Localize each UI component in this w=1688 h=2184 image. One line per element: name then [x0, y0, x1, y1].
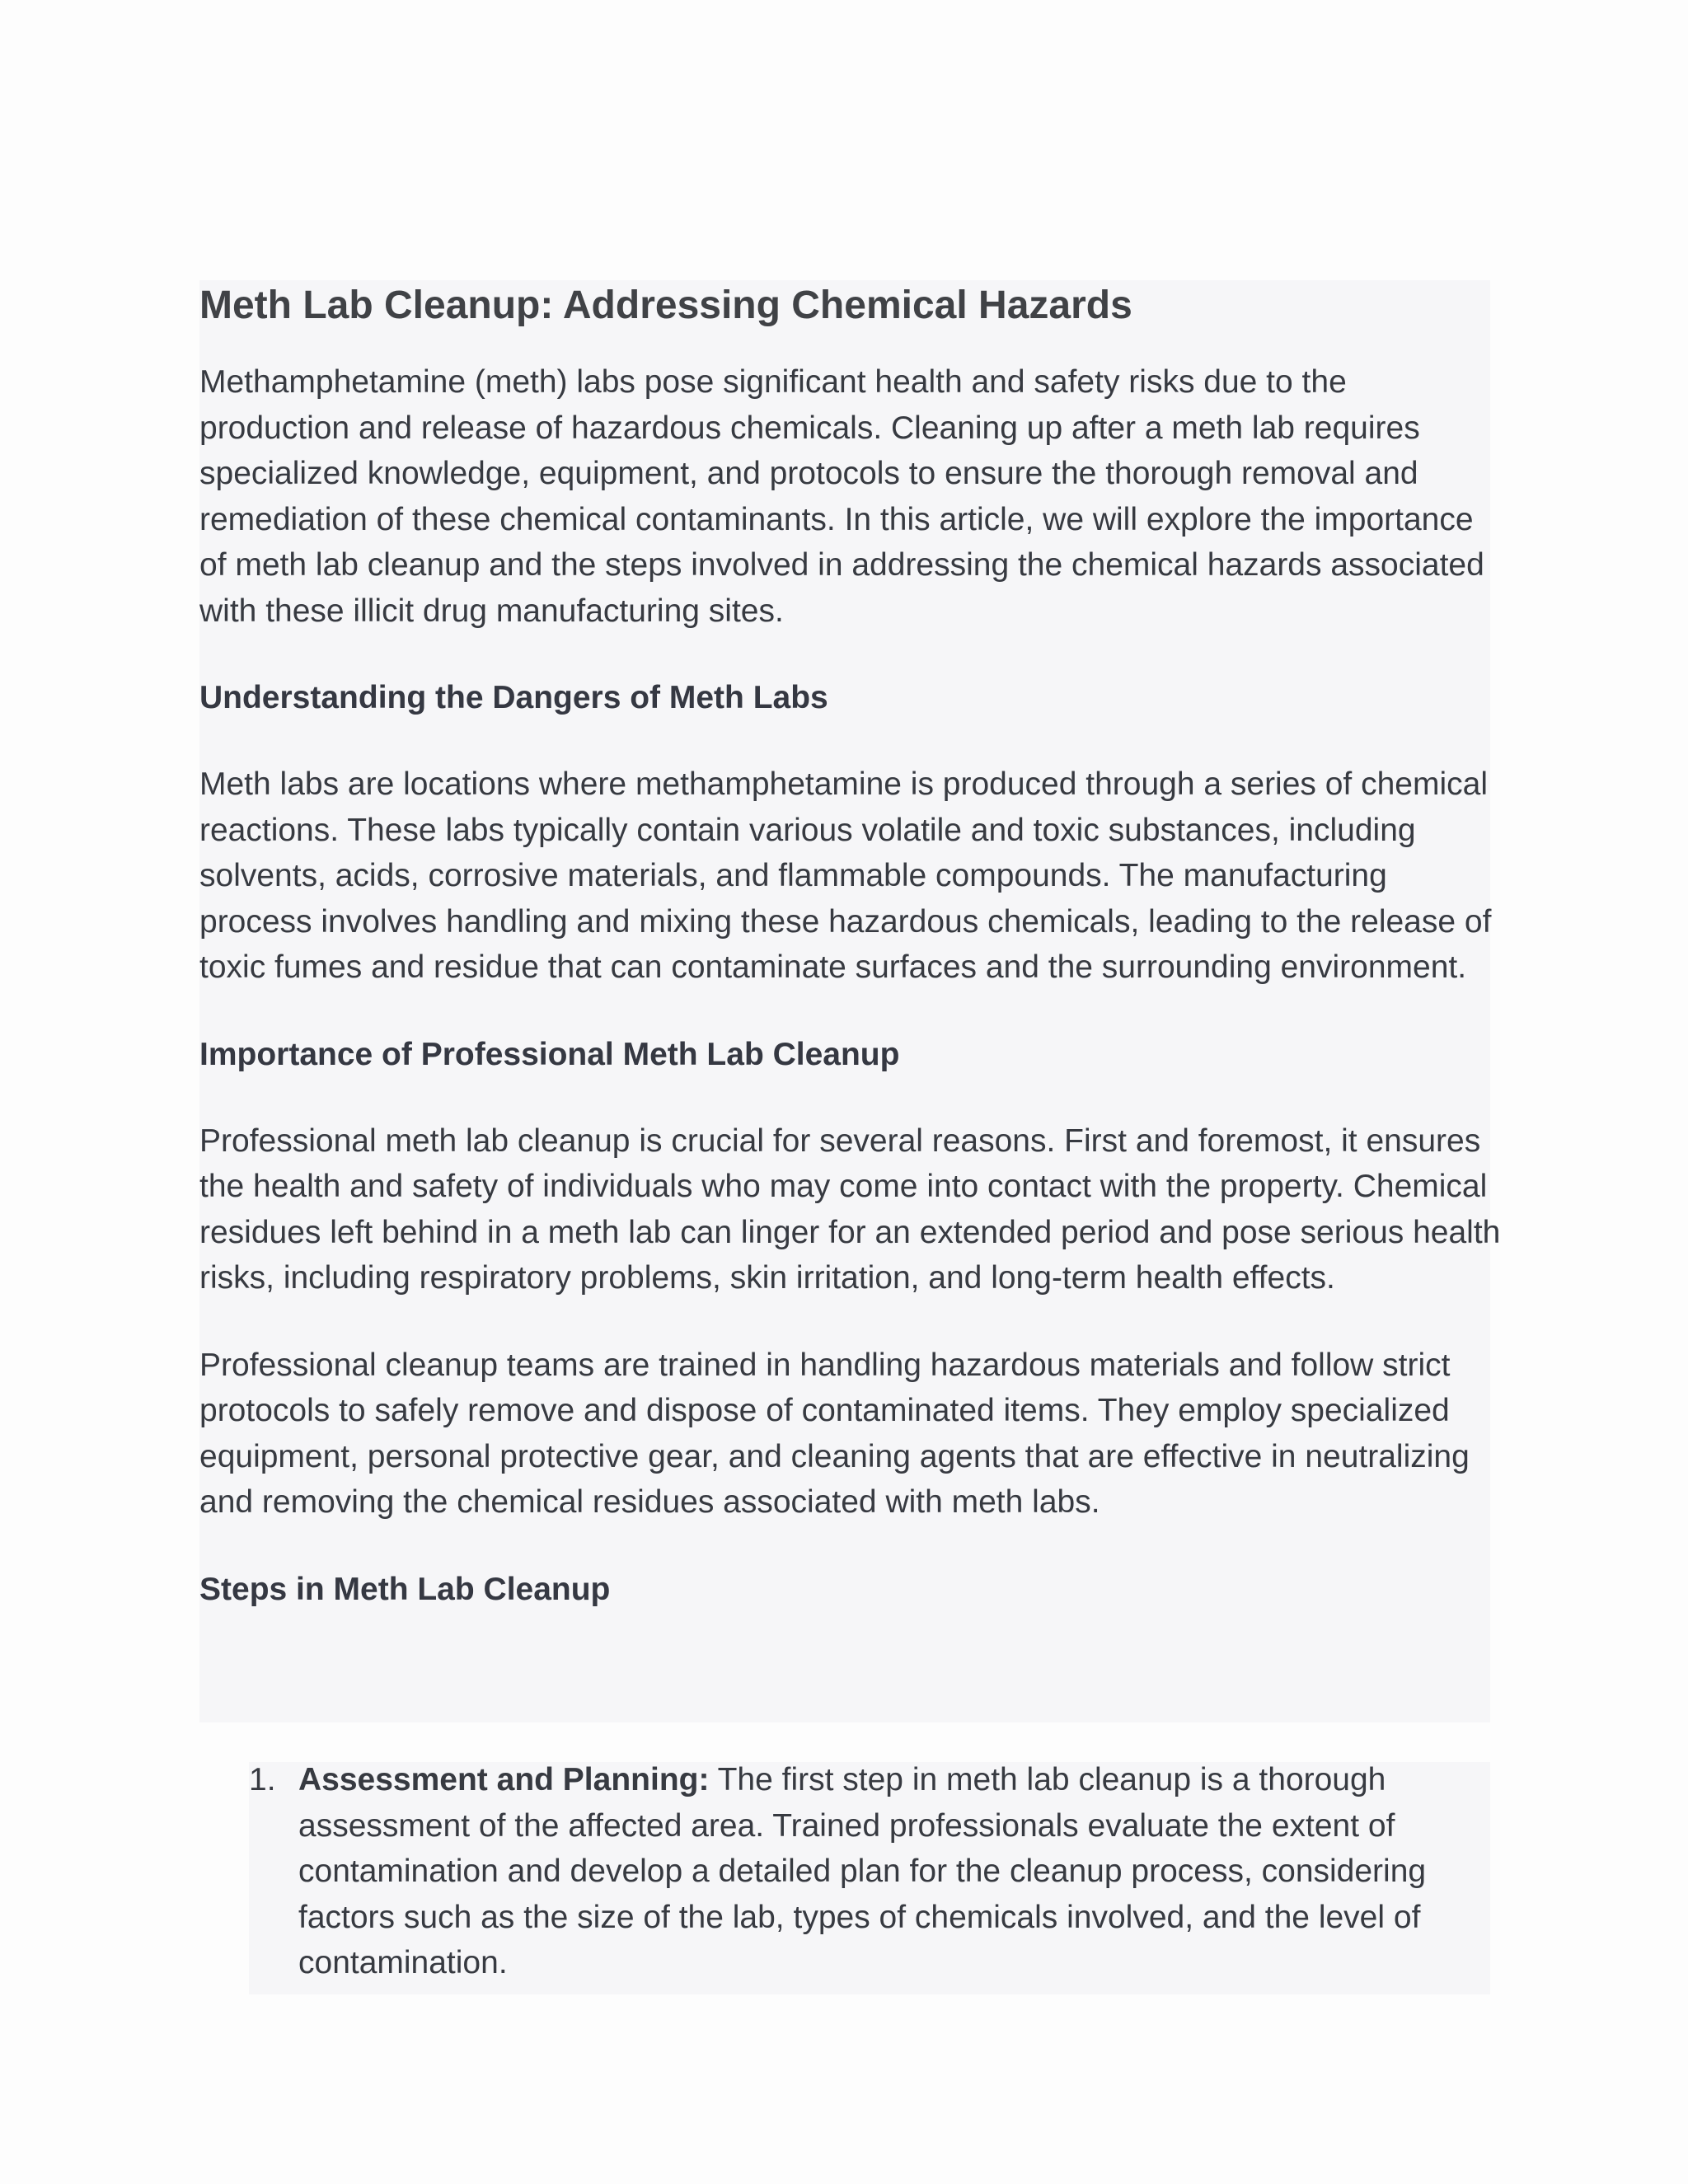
importance-paragraph-2: Professional cleanup teams are trained in handling hazardous materials and follow strict protocols to safely remove and dispose of contaminated items. They employ specialized equipment, personal protective gear, and cleaning agents that are effective in neutralizing and removing the chemical residues associated with meth labs. — [199, 1347, 1470, 1520]
step-number: 1. — [249, 1762, 276, 1797]
article-title: Meth Lab Cleanup: Addressing Chemical Hazards — [199, 284, 1132, 327]
section-heading-importance: Importance of Professional Meth Lab Cleanup — [199, 1036, 900, 1072]
importance-paragraph-1: Professional meth lab cleanup is crucial for several reasons. First and foremost, it ensures the health and safety of individuals who may come into contact with the property. Chemical residues left behind in a meth lab can linger for an extended period and pose serious health risks, including respiratory problems, skin irritation, and long-term health effects. — [199, 1122, 1501, 1296]
article-body — [199, 280, 1502, 1612]
intro-paragraph: Methamphetamine (meth) labs pose significant health and safety risks due to the production and release of hazardous chemicals. Cleaning up after a meth lab requires specialized knowledge, equipment, and protocols to ensure the thorough removal and remediation of these chemical contaminants. In this article, we will explore the importance of meth lab cleanup and the steps involved in addressing the chemical hazards associated with these illicit drug manufacturing sites. — [199, 364, 1484, 629]
list-item — [249, 1757, 1490, 1986]
steps-list — [249, 1757, 1490, 1986]
step-text: The first step in meth lab cleanup is a thorough assessment of the affected area. Trained professionals evaluate the extent of contamination and develop a detailed plan for the cleanup process, considering factors such as the size of the lab, types of chemicals involved, and the level of contamination. — [298, 1762, 1427, 1980]
dangers-paragraph: Meth labs are locations where methamphetamine is produced through a series of chemical reactions. These labs typically contain various volatile and toxic substances, including solvents, acids, corrosive materials, and flammable compounds. The manufacturing process involves handling and mixing these hazardous chemicals, leading to the release of toxic fumes and residue that can contaminate surfaces and the surrounding environment. — [199, 766, 1492, 985]
section-heading-steps: Steps in Meth Lab Cleanup — [199, 1571, 611, 1607]
section-heading-dangers: Understanding the Dangers of Meth Labs — [199, 680, 828, 715]
step-title: Assessment and Planning: — [298, 1762, 710, 1797]
